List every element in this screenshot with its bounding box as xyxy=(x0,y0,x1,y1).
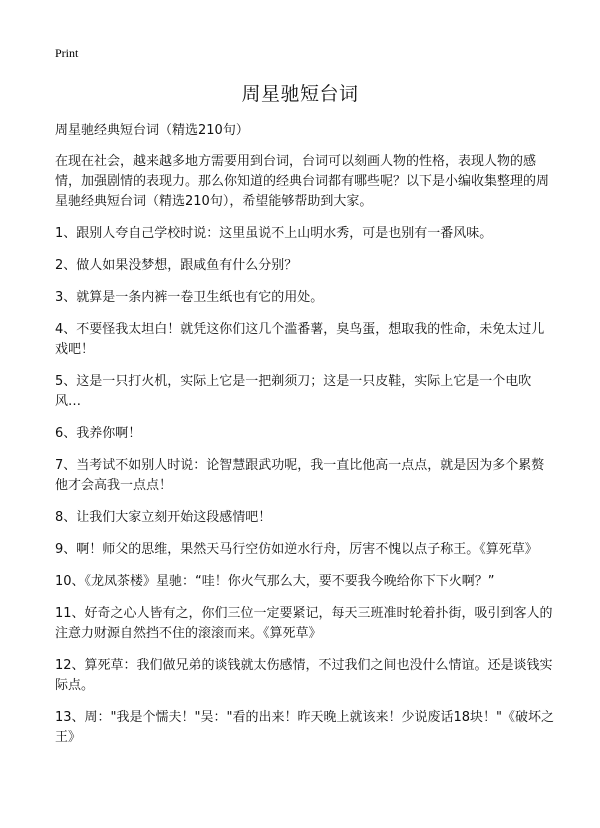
quote-item: 2、做人如果没梦想，跟咸鱼有什么分别？ xyxy=(55,258,298,273)
quote-item: 10、《龙凤茶楼》星驰：“哇！你火气那么大，要不要我今晚给你下下火啊？” xyxy=(55,574,495,589)
quote-item: 8、让我们大家立刻开始这段感情吧！ xyxy=(55,510,272,525)
quote-item: 5、这是一只打火机，实际上它是一把剃须刀；这是一只皮鞋，实际上它是一个电吹风… xyxy=(55,374,532,409)
quote-item: 6、我养你啊！ xyxy=(55,426,142,441)
quote-item: 12、算死草：我们做兄弟的谈钱就太伤感情，不过我们之间也没什么情谊。还是谈钱实际点。 xyxy=(55,658,553,693)
quote-item: 11、好奇之心人皆有之，你们三位一定要紧记，每天三班准时轮着扑街，吸引到客人的注意力财源自然挡不住的滚滚而来。《算死草》 xyxy=(55,606,553,641)
quote-item: 1、跟别人夸自己学校时说：这里虽说不上山明水秀，可是也别有一番风味。 xyxy=(55,226,493,241)
quote-item: 7、当考试不如别人时说：论智慧跟武功呢，我一直比他高一点点，就是因为多个累赘他才会高我一点点！ xyxy=(55,458,545,493)
quote-item: 13、周："我是个懦夫！"吴："看的出来！昨天晚上就该来！少说废话18块！"《破坏之王》 xyxy=(55,710,555,745)
quote-item: 9、啊！师父的思维，果然天马行空仿如逆水行舟，厉害不愧以点子称王。《算死草》 xyxy=(55,542,538,557)
intro-paragraph: 在现在社会，越来越多地方需要用到台词，台词可以刻画人物的性格，表现人物的感情，加强剧情的表现力。那么你知道的经典台词都有哪些呢？以下是小编收集整理的周星驰经典短台词（精选210句），希望能够帮助到大家。 xyxy=(55,154,550,209)
document-subtitle: 周星驰经典短台词（精选210句） xyxy=(55,123,249,138)
document-title: 周星驰短台词 xyxy=(241,83,359,105)
print-link[interactable]: Print xyxy=(55,46,79,60)
document-body xyxy=(55,121,555,760)
quote-item: 4、不要怪我太坦白！就凭这你们这几个滥番薯，臭鸟蛋，想取我的性命，未免太过儿戏吧！ xyxy=(55,322,545,357)
quote-item: 3、就算是一条内裤一卷卫生纸也有它的用处。 xyxy=(55,290,324,305)
